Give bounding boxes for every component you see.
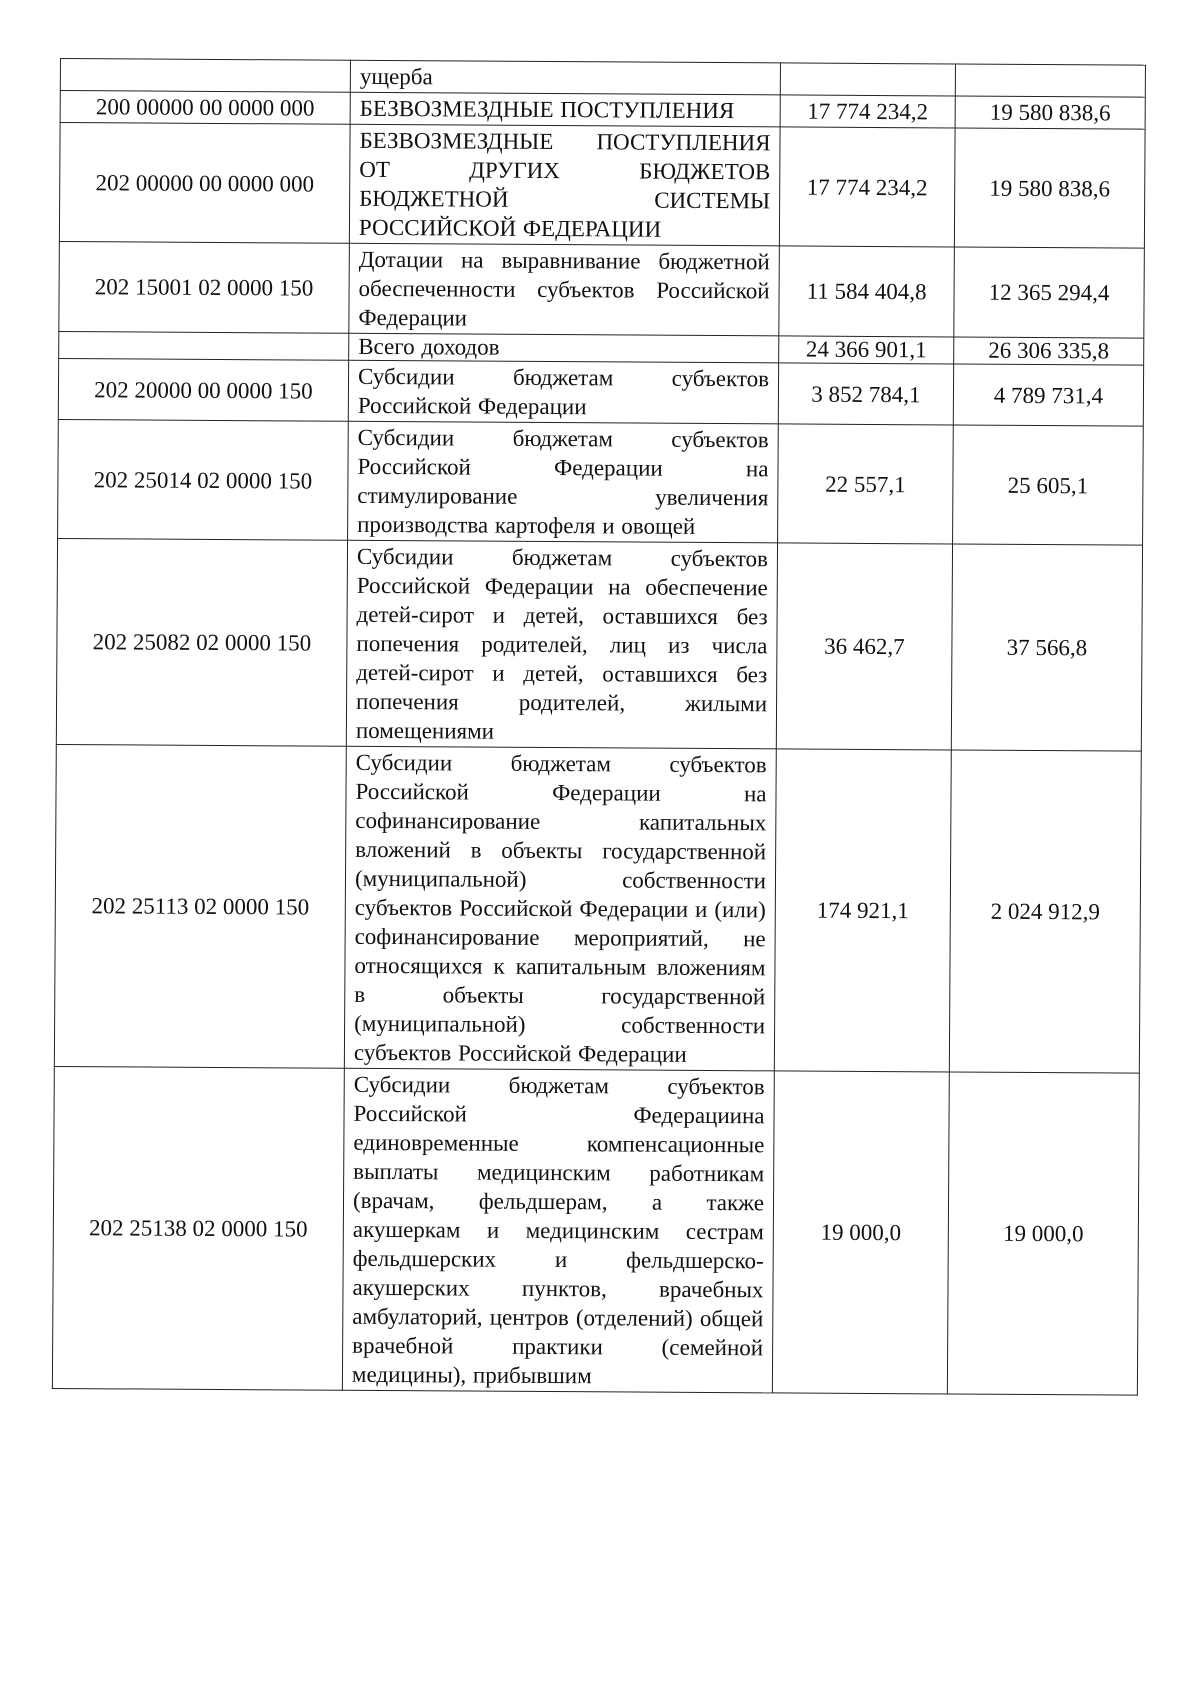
row-name: Субсидии бюджетам субъектов Российской Федерации на стимулирование увеличения производства картофеля и овощей	[348, 421, 779, 543]
document-page	[52, 58, 1145, 1396]
row-value-1: 17 774 234,2	[779, 127, 955, 247]
table-row	[59, 241, 1145, 338]
row-code	[59, 331, 349, 360]
table-row	[58, 358, 1143, 426]
row-value-2: 12 365 294,4	[954, 247, 1145, 338]
row-value-2: 25 605,1	[953, 425, 1144, 545]
budget-revenue-table	[52, 58, 1146, 1396]
row-value-2: 19 580 838,6	[955, 96, 1145, 129]
row-name: Субсидии бюджетам субъектов Российской Федерации на софинансирование капитальных вложений в объекты государственной (муниципальной) собственности субъектов Российской Федерации и (или) софинансирование мероприятий, не относящихся к капитальным вложениям в объекты государственной (муниципальной) собственности субъектов Российской Федерации	[344, 746, 776, 1071]
row-name: БЕЗВОЗМЕЗДНЫЕ ПОСТУПЛЕНИЯ ОТ ДРУГИХ БЮДЖЕТОВ БЮДЖЕТНОЙ СИСТЕМЫ РОССИЙСКОЙ ФЕДЕРАЦИИ	[349, 124, 780, 246]
row-name: БЕЗВОЗМЕЗДНЫЕ ПОСТУПЛЕНИЯ	[350, 92, 780, 127]
row-value-2: 2 024 912,9	[949, 750, 1141, 1073]
row-value-2: 19 000,0	[947, 1072, 1139, 1395]
row-name: Дотации на выравнивание бюджетной обеспеченности субъектов Российской Федерации	[349, 243, 780, 336]
row-code: 202 20000 00 0000 150	[58, 358, 348, 421]
row-code: 200 00000 00 0000 000	[60, 91, 350, 125]
row-value-1: 17 774 234,2	[780, 95, 955, 128]
row-value-2: 37 566,8	[951, 544, 1142, 751]
row-code: 202 25082 02 0000 150	[56, 538, 347, 746]
row-value-1: 11 584 404,8	[779, 246, 955, 337]
row-name: ущерба	[350, 60, 780, 95]
row-value-2: 19 580 838,6	[954, 128, 1145, 248]
row-code: 202 25113 02 0000 150	[54, 744, 346, 1068]
row-value-2: 4 789 731,4	[953, 364, 1143, 426]
row-code: 202 25014 02 0000 150	[58, 419, 349, 540]
table-row	[58, 419, 1144, 545]
row-name: Всего доходов	[349, 333, 779, 363]
row-value-2	[955, 64, 1145, 97]
table-row	[59, 123, 1145, 249]
row-value-2: 26 306 335,8	[954, 337, 1144, 365]
row-code: 202 15001 02 0000 150	[59, 241, 350, 333]
row-name: Субсидии бюджетам субъектов Российской Федерациина единовременные компенсационные выплаты медицинским работникам (врачам, фельдшерам, а также акушеркам и медицинским сестрам фельдшерских и фельдшерско-акушерских пунктов, врачебных амбулаторий, центров (отделений) общей врачебной практики (семейной медицины), прибывшим	[342, 1068, 774, 1393]
row-code: 202 00000 00 0000 000	[59, 123, 350, 244]
row-value-1: 36 462,7	[776, 543, 952, 750]
row-value-1: 24 366 901,1	[779, 336, 954, 364]
table-row	[54, 744, 1141, 1073]
row-name: Субсидии бюджетам субъектов Российской Федерации	[348, 360, 778, 424]
table-row	[56, 538, 1142, 751]
row-value-1: 174 921,1	[774, 749, 951, 1072]
table-row	[52, 1066, 1139, 1395]
row-code: 202 25138 02 0000 150	[52, 1066, 344, 1390]
row-name: Субсидии бюджетам субъектов Российской Федерации на обеспечение детей-сирот и детей, оставшихся без попечения родителей, лиц из числа детей-сирот и детей, оставшихся без попечения родителей, жилыми помещениями	[346, 540, 777, 749]
row-code	[60, 59, 350, 93]
row-value-1	[780, 63, 955, 96]
row-value-1: 22 557,1	[778, 424, 954, 544]
row-value-1: 19 000,0	[772, 1071, 949, 1394]
row-value-1: 3 852 784,1	[778, 363, 953, 425]
